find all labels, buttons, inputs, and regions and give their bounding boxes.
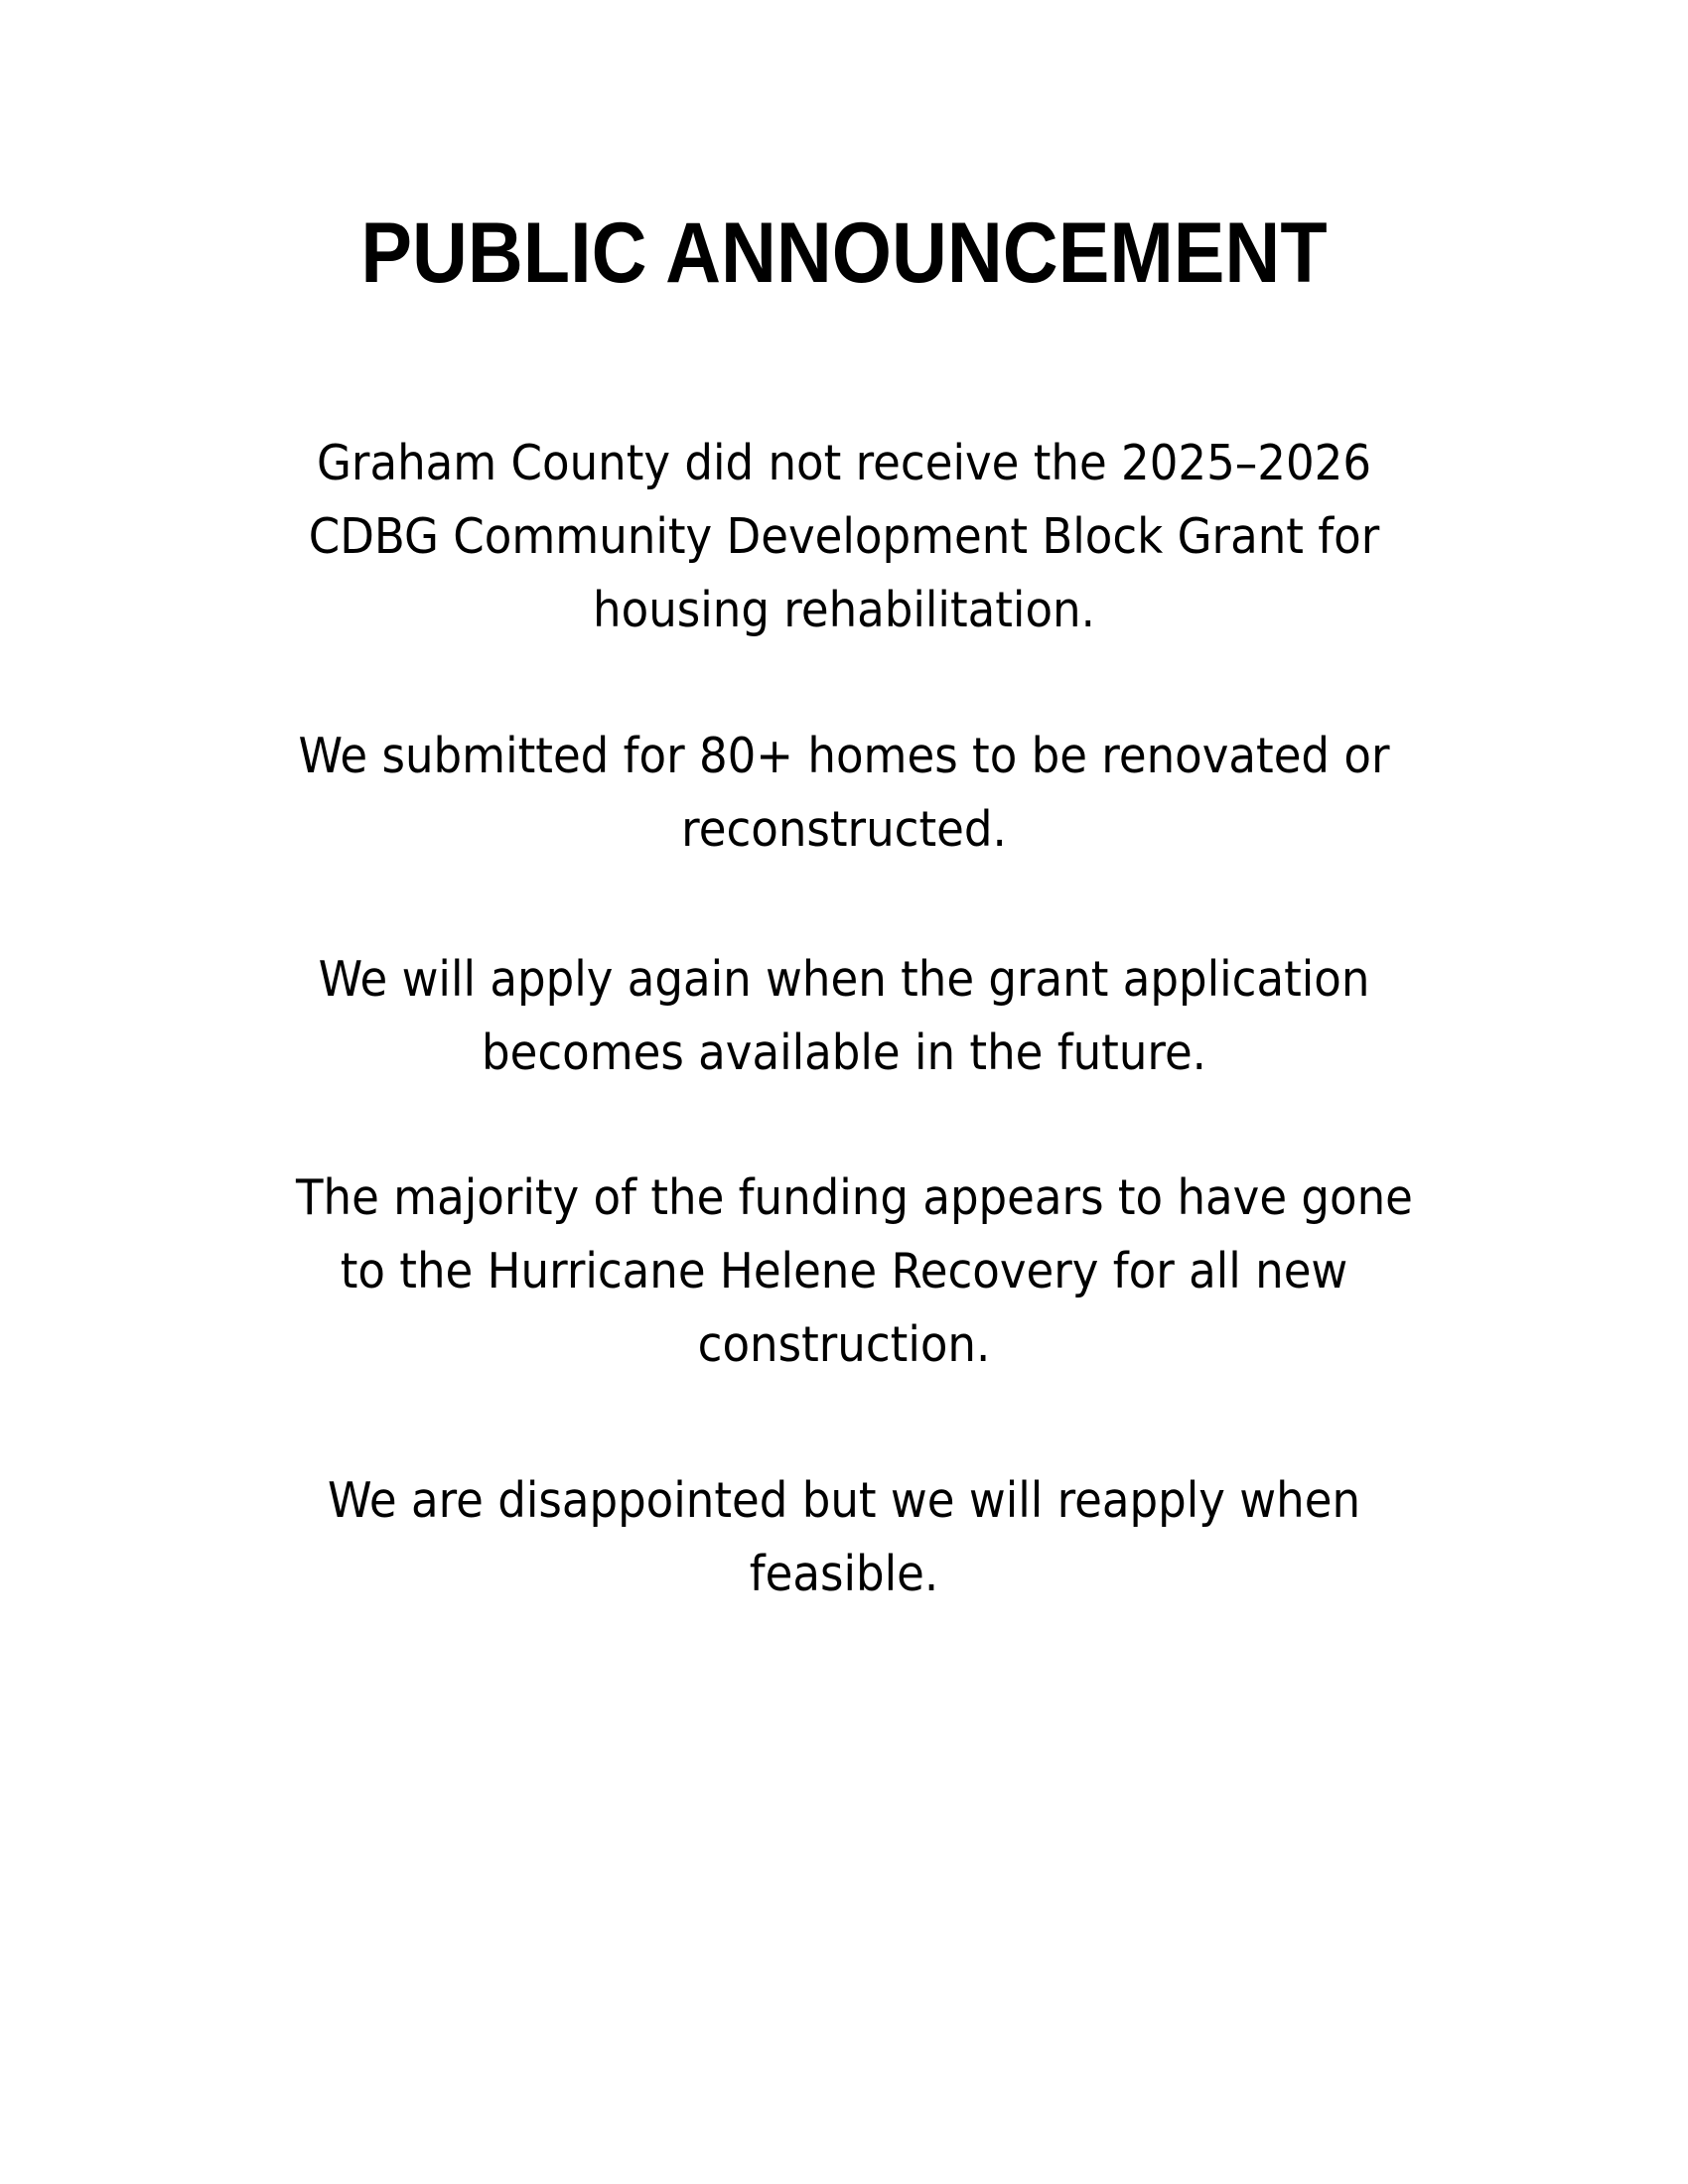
paragraph-line: housing rehabilitation. [593, 582, 1095, 638]
paragraph-line: We are disappointed but we will reapply when [327, 1472, 1361, 1529]
paragraph-line: We submitted for 80+ homes to be renovated or [298, 728, 1390, 784]
paragraph-line: construction. [697, 1316, 991, 1373]
paragraph-line: Graham County did not receive the 2025–2026 [316, 435, 1372, 491]
announcement-title: PUBLIC ANNOUNCEMENT [360, 205, 1328, 301]
paragraph-grant-not-received [296, 427, 1392, 647]
paragraph-line: to the Hurricane Helene Recovery for all new [340, 1243, 1348, 1299]
paragraph-funding-hurricane-helene [296, 1161, 1413, 1382]
paragraph-line: The majority of the funding appears to have gone [296, 1169, 1413, 1226]
paragraph-disappointed-reapply [296, 1464, 1392, 1611]
paragraph-line: feasible. [749, 1546, 939, 1602]
paragraph-homes-submitted [296, 720, 1392, 867]
paragraph-line: reconstructed. [681, 801, 1007, 858]
paragraph-line: We will apply again when the grant application [318, 951, 1370, 1008]
paragraph-line: CDBG Community Development Block Grant for [308, 508, 1380, 565]
paragraph-apply-again [296, 943, 1392, 1090]
paragraph-line: becomes available in the future. [481, 1024, 1207, 1081]
